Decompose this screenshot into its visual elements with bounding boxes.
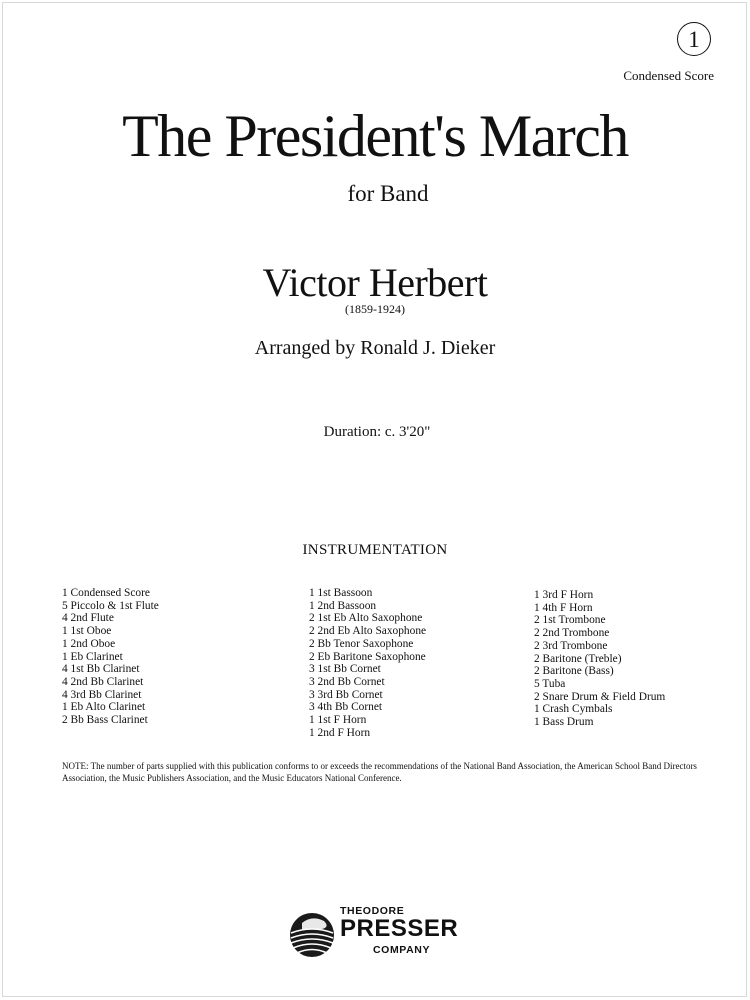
instrument-item: 3 2nd Bb Cornet	[309, 675, 385, 688]
instrument-item: 2 Baritone (Bass)	[534, 665, 614, 678]
page-title: The President's March	[122, 103, 628, 169]
instrumentation-column-2	[309, 587, 426, 739]
instrument-item: 1 1st Oboe	[62, 625, 112, 638]
instrument-item: 2 1st Trombone	[534, 614, 606, 627]
instrumentation-column-1	[62, 587, 159, 727]
instrumentation-column-3	[534, 589, 665, 729]
instrument-item: 5 Tuba	[534, 677, 566, 690]
instrument-item: 2 Eb Baritone Saxophone	[309, 650, 426, 663]
instrument-item: 1 Bass Drum	[534, 716, 594, 729]
instrument-item: 4 1st Bb Clarinet	[62, 663, 140, 676]
instrument-item: 1 Eb Alto Clarinet	[62, 701, 146, 714]
publisher-line-2: PRESSER	[340, 915, 459, 942]
subtitle: for Band	[347, 181, 429, 206]
page-number-value: 1	[688, 26, 700, 52]
instrument-item: 2 2nd Eb Alto Saxophone	[309, 625, 427, 638]
instrument-item: 1 Condensed Score	[62, 587, 150, 599]
publisher-line-3: COMPANY	[373, 944, 431, 956]
publication-note: NOTE: The number of parts supplied with this publication conforms to or exceeds the recommendations of the National Band Association, the American School Band Directors Association, the Music Publishers Association, and the Music Educators National Conference.	[62, 761, 697, 783]
instrument-item: 2 3rd Trombone	[534, 639, 608, 652]
instrumentation-heading: INSTRUMENTATION	[302, 542, 448, 558]
instrument-item: 1 2nd F Horn	[309, 726, 371, 739]
instrument-item: 1 3rd F Horn	[534, 589, 594, 601]
instrument-item: 4 2nd Bb Clarinet	[62, 675, 144, 688]
instrument-item: 1 Crash Cymbals	[534, 703, 613, 716]
instrument-item: 1 2nd Bassoon	[309, 599, 377, 612]
instrument-item: 1 Eb Clarinet	[62, 650, 123, 663]
publisher-emblem-icon	[288, 911, 336, 959]
composer-dates: (1859-1924)	[345, 302, 405, 316]
instrument-item: 3 3rd Bb Cornet	[309, 688, 383, 701]
instrument-item: 3 1st Bb Cornet	[309, 663, 381, 676]
arranger-credit: Arranged by Ronald J. Dieker	[254, 337, 496, 359]
instrument-item: 5 Piccolo & 1st Flute	[62, 599, 159, 612]
score-type-label: Condensed Score	[623, 68, 714, 83]
publisher-line-1: THEODORE	[340, 905, 405, 917]
instrument-item: 2 Bb Tenor Saxophone	[309, 637, 414, 650]
instrument-item: 1 1st F Horn	[309, 714, 367, 727]
instrument-item: 2 Baritone (Treble)	[534, 652, 622, 665]
page-number	[677, 22, 711, 56]
instrument-item: 2 Snare Drum & Field Drum	[534, 690, 666, 703]
instrument-item: 3 4th Bb Cornet	[309, 701, 383, 714]
duration: Duration: c. 3'20"	[323, 424, 431, 440]
instrument-item: 2 Bb Bass Clarinet	[62, 714, 148, 727]
instrument-item: 4 3rd Bb Clarinet	[62, 688, 142, 701]
publisher-logo	[288, 903, 468, 963]
composer-name: Victor Herbert	[262, 260, 488, 305]
instrument-item: 2 1st Eb Alto Saxophone	[309, 612, 423, 625]
instrument-item: 1 2nd Oboe	[62, 637, 116, 650]
instrument-item: 1 1st Bassoon	[309, 587, 373, 599]
instrument-item: 4 2nd Flute	[62, 612, 114, 625]
instrument-item: 2 2nd Trombone	[534, 627, 610, 640]
instrument-item: 1 4th F Horn	[534, 601, 593, 614]
